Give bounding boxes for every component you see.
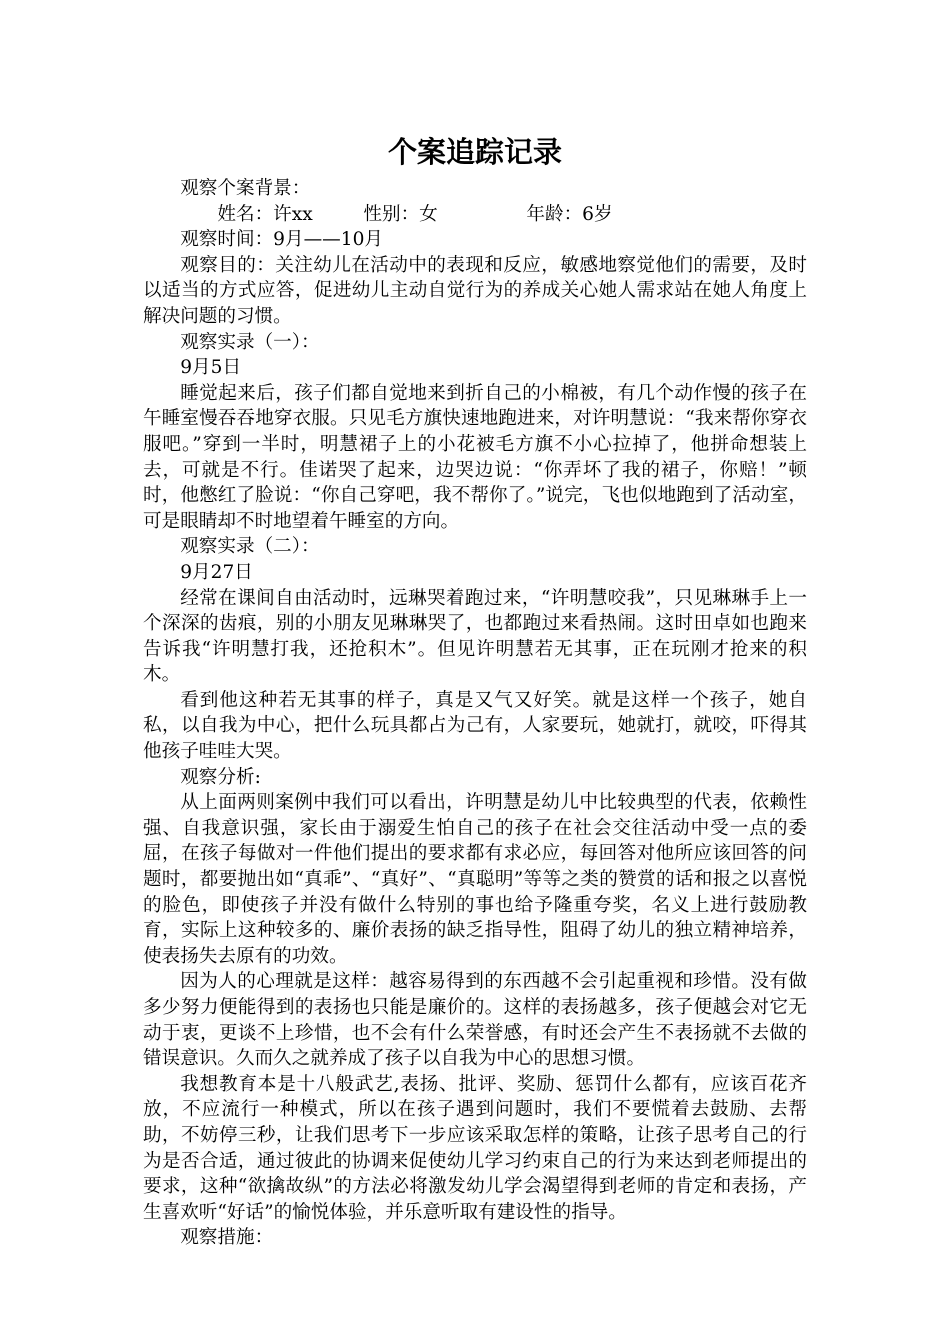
document-body: [143, 176, 807, 1251]
measures-heading: 观察措施：: [180, 1227, 274, 1249]
subject-name: 姓名：许xx: [217, 203, 313, 225]
record-2-text-1: 经常在课间自由活动时，远琳哭着跑过来，“许明慧咬我”，只见琳琳手上一个深深的齿痕，别的小朋友见琳琳哭了，也都跑过来看热闹。这时田卓如也跑来告诉我“许明慧打我，还抢积木”。但见许明慧若无其事，正在玩刚才抢来的积木。: [143, 587, 807, 686]
analysis-paragraph-1: 从上面两则案例中我们可以看出，许明慧是幼儿中比较典型的代表，依赖性强、自我意识强，家长由于溺爱生怕自己的孩子在社会交往活动中受一点的委屈，在孩子每做对一件他们提出的要求都有求必应，每回答对他所应该回答的问题时，都要抛出如“真乖”、“真好”、“真聪明”等等之类的赞赏的话和报之以喜悦的脸色，即使孩子并没有做什么特别的事也给予隆重夸奖，名义上进行鼓励教育，实际上这种较多的、廉价表扬的缺乏指导性，阻碍了幼儿的独立精神培养，使表扬失去原有的功效。: [143, 792, 807, 967]
observation-purpose: 观察目的：关注幼儿在活动中的表现和反应，敏感地察觉他们的需要，及时以适当的方式应答，促进幼儿主动自觉行为的养成关心她人需求站在她人角度上解决问题的习惯。: [143, 254, 807, 327]
analysis-paragraph-2: 因为人的心理就是这样：越容易得到的东西越不会引起重视和珍惜。没有做多少努力便能得到的表扬也只能是廉价的。这样的表扬越多，孩子便越会对它无动于衷，更谈不上珍惜，也不会有什么荣誉感，有时还会产生不表扬就不去做的错误意识。久而久之就养成了孩子以自我为中心的思想习惯。: [143, 971, 807, 1070]
observation-time: 观察时间：9月——10月: [180, 229, 384, 251]
subject-gender: 性别：女: [363, 203, 438, 225]
record-1-text: 睡觉起来后，孩子们都自觉地来到折自己的小棉被，有几个动作慢的孩子在午睡室慢吞吞地穿衣服。只见毛方旗快速地跑进来，对许明慧说：“我来帮你穿衣服吧。”穿到一半时，明慧裙子上的小花被毛方旗不小心拉掉了，他拼命想装上去，可就是不行。佳诺哭了起来，边哭边说：“你弄坏了我的裙子，你赔！”顿时，他憋红了脸说：“你自己穿吧，我不帮你了。”说完，飞也似地跑到了活动室，可是眼睛却不时地望着午睡室的方向。: [143, 382, 807, 532]
record-2-text-2: 看到他这种若无其事的样子，真是又气又好笑。就是这样一个孩子，她自私，以自我为中心，把什么玩具都占为己有，人家要玩，她就打，就咬，吓得其他孩子哇哇大哭。: [143, 689, 807, 763]
record-2-heading: 观察实录（二）：: [180, 536, 320, 558]
record-1-date: 9月5日: [180, 357, 242, 379]
subject-info-row: [143, 202, 807, 228]
subject-age: 年龄：6岁: [526, 203, 613, 225]
analysis-heading: 观察分析:: [180, 766, 261, 788]
background-heading: 观察个案背景：: [180, 178, 311, 199]
analysis-paragraph-3: 我想教育本是十八般武艺,表扬、批评、奖励、惩罚什么都有，应该百花齐放，不应流行一种模式，所以在孩子遇到问题时，我们不要慌着去鼓励、去帮助，不妨停三秒，让我们思考下一步应该采取怎样的策略，让孩子思考自己的行为是否合适，通过彼此的协调来促使幼儿学习约束自己的行为来达到老师提出的要求，这种“欲擒故纵”的方法必将激发幼儿学会渴望得到老师的肯定和表扬，产生喜欢听“好话”的愉悦体验，并乐意听取有建设性的指导。: [143, 1073, 807, 1223]
document-title: 个案追踪记录: [387, 135, 562, 169]
record-2-date: 9月27日: [180, 561, 253, 583]
record-1-heading: 观察实录（一）：: [180, 331, 320, 353]
